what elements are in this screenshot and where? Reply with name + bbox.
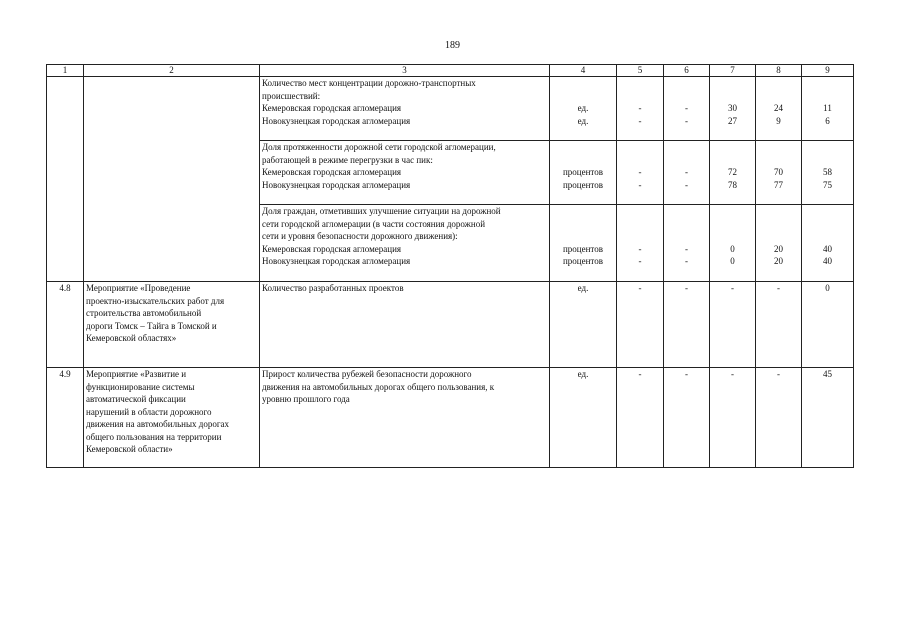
year-cell — [617, 77, 664, 141]
indicator-cell — [260, 282, 550, 368]
agglomeration-label: Кемеровская городская агломерация — [262, 167, 402, 177]
indicator-line: Прирост количества рубежей безопасности дорожного — [262, 369, 472, 379]
value: 40 — [823, 243, 832, 254]
row-number-cell — [47, 77, 84, 282]
indicator-title-line: сети и уровня безопасности дорожного движения): — [262, 231, 458, 241]
year-cell — [710, 205, 756, 282]
value: 78 — [728, 179, 737, 190]
value: 20 — [774, 256, 783, 266]
value: 40 — [823, 256, 832, 266]
unit-value: процентов — [562, 243, 603, 254]
value: - — [638, 179, 642, 190]
unit-cell — [550, 77, 617, 141]
unit-value: процентов — [562, 179, 603, 190]
year-cell — [710, 77, 756, 141]
col-header: 7 — [710, 65, 756, 77]
value: - — [685, 115, 688, 126]
unit-value: ед. — [577, 103, 589, 113]
indicator-group-accident-sites — [47, 77, 854, 141]
event-line: нарушений в области дорожного — [86, 406, 212, 417]
col-header: 5 — [617, 65, 664, 77]
col-header: 4 — [550, 65, 617, 77]
value: 11 — [823, 103, 832, 113]
year-cell: - — [664, 368, 710, 468]
unit-cell — [550, 141, 617, 205]
value: 77 — [774, 179, 783, 190]
event-line: общего пользования на территории — [86, 431, 222, 442]
event-line: движения на автомобильных дорогах — [86, 419, 230, 429]
event-line: функционирование системы — [86, 381, 195, 392]
event-cell — [84, 368, 260, 468]
col-header: 6 — [664, 65, 710, 77]
indicator-cell — [260, 368, 550, 468]
year-cell: - — [756, 368, 802, 468]
indicator-cell — [260, 141, 550, 205]
unit-cell: ед. — [550, 282, 617, 368]
event-cell — [84, 77, 260, 282]
indicator-title-line: происшествий: — [262, 90, 321, 101]
unit-value: ед. — [577, 115, 589, 126]
agglomeration-label: Новокузнецкая городская агломерация — [262, 179, 411, 190]
event-line: автоматической фиксации — [86, 394, 186, 404]
year-cell — [710, 141, 756, 205]
value: - — [685, 103, 688, 113]
year-cell: - — [664, 282, 710, 368]
value: 20 — [774, 243, 783, 254]
value: 58 — [823, 167, 832, 177]
agglomeration-label: Новокузнецкая городская агломерация — [262, 115, 411, 126]
col-header: 3 — [260, 65, 550, 77]
unit-cell — [550, 205, 617, 282]
year-cell — [617, 205, 664, 282]
value: - — [685, 256, 688, 266]
indicator-title-line: работающей в режиме перегрузки в час пик: — [262, 154, 433, 165]
value: 70 — [774, 167, 783, 177]
value: - — [685, 167, 688, 177]
indicator-title-line: Доля граждан, отметивших улучшение ситуации на дорожной — [262, 206, 501, 216]
row-number: 4.8 — [47, 282, 84, 368]
value: - — [638, 167, 642, 177]
column-number-row — [47, 65, 854, 77]
row-number: 4.9 — [47, 368, 84, 468]
unit-value: процентов — [562, 167, 603, 177]
indicator-line: уровню прошлого года — [262, 394, 350, 404]
year-cell: - — [710, 282, 756, 368]
agglomeration-label: Кемеровская городская агломерация — [262, 103, 402, 113]
year-cell — [756, 205, 802, 282]
value: 0 — [730, 243, 735, 254]
event-line: дороги Томск – Тайга в Томской и — [86, 320, 217, 331]
year-cell: - — [710, 368, 756, 468]
value: - — [685, 243, 688, 254]
indicator-title-line: Количество мест концентрации дорожно-транспортных — [262, 78, 476, 88]
indicators-table — [46, 64, 854, 468]
table-row-4-8 — [47, 282, 854, 368]
value: 0 — [730, 256, 735, 266]
year-cell — [756, 77, 802, 141]
event-line: Кемеровской областях» — [86, 333, 177, 343]
year-cell: 45 — [802, 368, 854, 468]
table-row-4-9 — [47, 368, 854, 468]
agglomeration-label: Новокузнецкая городская агломерация — [262, 256, 411, 266]
value: 24 — [774, 103, 783, 113]
event-line: строительства автомобильной — [86, 308, 202, 318]
year-cell — [664, 77, 710, 141]
year-cell: - — [617, 282, 664, 368]
value: 9 — [776, 115, 781, 126]
value: - — [685, 179, 688, 190]
year-cell — [664, 141, 710, 205]
col-header: 9 — [802, 65, 854, 77]
value: - — [638, 243, 642, 254]
year-cell — [617, 141, 664, 205]
event-line: Кемеровской области» — [86, 444, 173, 454]
value: - — [638, 115, 642, 126]
value: 75 — [823, 179, 832, 190]
value: - — [638, 256, 642, 266]
event-line: проектно-изыскательских работ для — [86, 295, 225, 306]
indicator-line: движения на автомобильных дорогах общего пользования, к — [262, 381, 495, 392]
page-number: 189 — [445, 40, 460, 51]
value: - — [638, 103, 642, 113]
value: 27 — [728, 115, 737, 126]
year-cell: 0 — [802, 282, 854, 368]
unit-cell: ед. — [550, 368, 617, 468]
year-cell: - — [756, 282, 802, 368]
year-cell — [802, 77, 854, 141]
year-cell — [756, 141, 802, 205]
year-cell: - — [617, 368, 664, 468]
indicator-line: Количество разработанных проектов — [262, 283, 404, 293]
col-header: 1 — [47, 65, 84, 77]
col-header: 8 — [756, 65, 802, 77]
agglomeration-label: Кемеровская городская агломерация — [262, 243, 402, 254]
indicator-cell — [260, 205, 550, 282]
event-cell — [84, 282, 260, 368]
event-line: Мероприятие «Развитие и — [86, 369, 187, 379]
indicator-title-line: сети городской агломерации (в части состояния дорожной — [262, 218, 486, 229]
unit-value: процентов — [562, 256, 603, 266]
indicator-title-line: Доля протяженности дорожной сети городской агломерации, — [262, 142, 496, 152]
year-cell — [664, 205, 710, 282]
value: 30 — [728, 103, 737, 113]
year-cell — [802, 205, 854, 282]
indicator-cell — [260, 77, 550, 141]
value: 72 — [728, 167, 737, 177]
col-header: 2 — [84, 65, 260, 77]
year-cell — [802, 141, 854, 205]
event-line: Мероприятие «Проведение — [86, 283, 191, 293]
value: 6 — [825, 115, 830, 126]
